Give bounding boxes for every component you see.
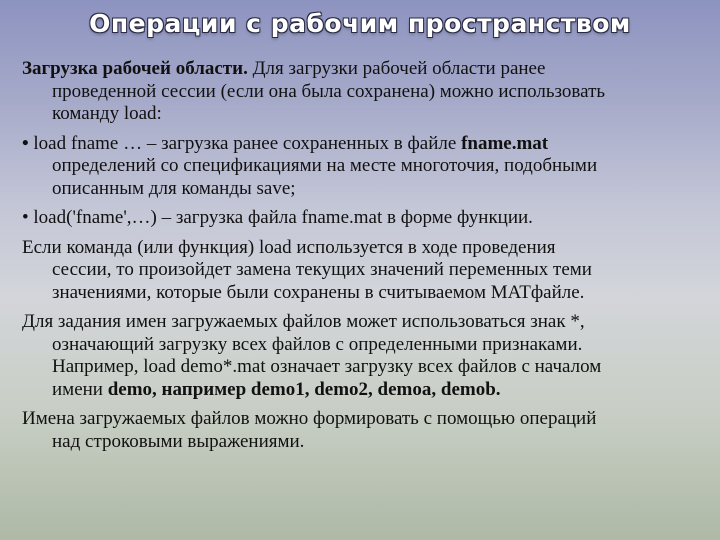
bold-examples: demo, например demo1, demo2, demoa, demob. xyxy=(107,378,501,400)
text-line: • load fname … – загрузка ранее сохраненных в файле fname.mat xyxy=(22,132,549,154)
paragraph-workspace-loading xyxy=(22,58,702,126)
text-line: Если команда (или функция) load используется в ходе проведения xyxy=(22,236,556,258)
text-line: описанным для команды save; xyxy=(52,177,296,199)
text-line: • load('fname',…) – загрузка файла fname.mat в форме функции. xyxy=(22,207,533,228)
text-line: Например, load demo*.mat означает загрузку всех файлов с началом xyxy=(52,356,602,377)
paragraph-load-in-session xyxy=(22,237,702,305)
paragraph-load-function xyxy=(22,207,702,230)
text-line: значениями, которые были сохранены в считываемом MATфайле. xyxy=(52,281,585,303)
text-line: имени demo, например demo1, demo2, demoa, demob. xyxy=(52,378,501,400)
slide-title: Операции с рабочим пространством xyxy=(89,9,631,38)
text-line: сессии, то произойдет замена текущих значений переменных теми xyxy=(52,259,592,280)
bold-filename: fname.mat xyxy=(461,132,549,154)
paragraph-load-fname xyxy=(22,133,702,201)
text-line: Для задания имен загружаемых файлов может использоваться знак *, xyxy=(22,311,585,332)
text-line: Загрузка рабочей области. Для загрузки рабочей области ранее xyxy=(22,58,546,79)
paragraph-string-expressions xyxy=(22,408,702,453)
paragraph-wildcard xyxy=(22,311,702,401)
bullet: • xyxy=(22,132,29,154)
text-line: означающий загрузку всех файлов с определенными признаками. xyxy=(52,333,583,355)
text-line: Имена загружаемых файлов можно формировать с помощью операций xyxy=(22,408,597,429)
text-line: над строковыми выражениями. xyxy=(52,430,305,452)
text-line: команду load: xyxy=(52,103,162,124)
text-line: определений со спецификациями на месте многоточия, подобными xyxy=(52,155,598,176)
slide-body xyxy=(22,58,702,460)
bold-heading: Загрузка рабочей области. xyxy=(22,58,248,79)
text-line: проведенной сессии (если она была сохранена) можно использовать xyxy=(52,80,606,102)
